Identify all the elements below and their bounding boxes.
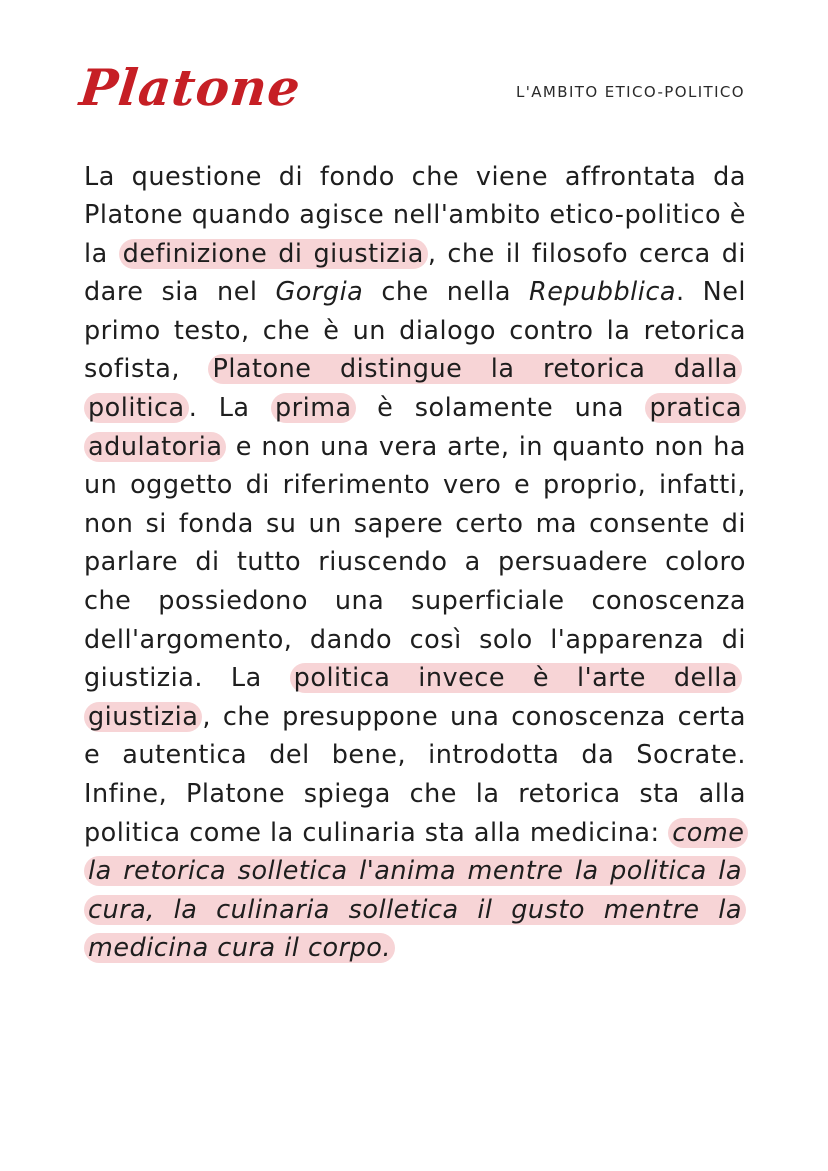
body-paragraph: [84, 158, 746, 968]
text-segment: e non una vera arte, in quanto non ha un oggetto di riferimento vero e proprio, infatti, non si fonda su un sapere certo ma consente di parlare di tutto riuscendo a persuadere coloro che possiedono una superficiale conoscenza dell'argomento, dando così solo l'apparenza di giustizia. La: [84, 431, 746, 694]
text-segment: , che il filosofo cerca di dare sia nel: [84, 238, 746, 308]
highlight-definizione-giustizia: definizione di giustizia: [119, 239, 428, 269]
section-label: L'AMBITO ETICO-POLITICO: [515, 83, 745, 101]
text-segment: . Nel primo testo, che è un dialogo contro la retorica sofista,: [84, 277, 746, 385]
highlight-conclusione: come la retorica solletica l'anima mentre la politica la cura, la culinaria solletica il gusto mentre la medicina cura il corpo.: [84, 818, 748, 964]
text-segment: . La: [188, 393, 271, 424]
highlight-prima: prima: [271, 393, 356, 423]
text-segment: che nella: [363, 277, 530, 308]
italic-title-gorgia: Gorgia: [275, 277, 364, 308]
highlight-politica-arte: politica invece è l'arte della giustizia: [84, 663, 742, 732]
text-segment: La questione di fondo che viene affrontata da Platone quando agisce nell'ambito etico-politico è la: [84, 161, 746, 269]
highlight-pratica-adulatoria: pratica adulatoria: [84, 393, 746, 462]
italic-title-repubblica: Repubblica: [529, 277, 676, 308]
highlight-retorica-politica: Platone distingue la retorica dalla politica: [84, 354, 742, 423]
text-segment: , che presuppone una conoscenza certa e autentica del bene, introdotta da Socrate. Infine, Platone spiega che la retorica sta alla politica come la culinaria sta alla medicina:: [84, 701, 746, 848]
page-title: Platone: [76, 58, 304, 117]
text-segment: è solamente una: [355, 393, 646, 424]
